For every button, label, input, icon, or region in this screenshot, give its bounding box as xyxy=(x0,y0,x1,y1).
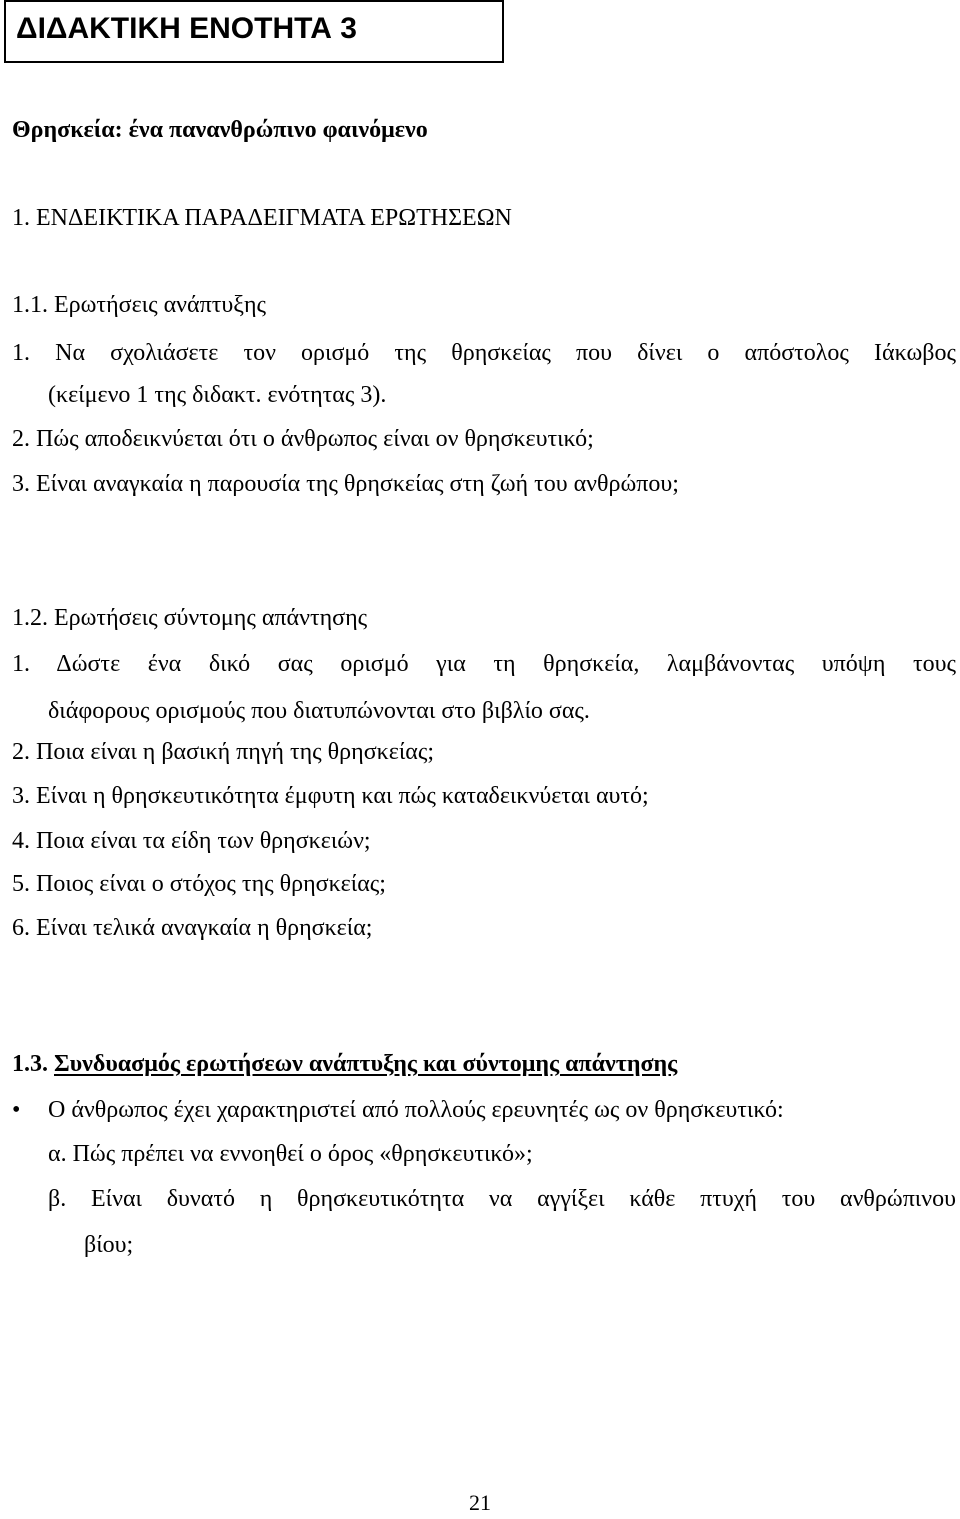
item-number: 4. xyxy=(12,828,30,854)
list-item xyxy=(48,1184,956,1214)
item-text: Ποια είναι η βασική πηγή της θρησκείας; xyxy=(36,739,435,765)
subsection-heading-12: 1.2. Ερωτήσεις σύντομης απάντησης xyxy=(12,605,368,631)
list-item xyxy=(12,469,679,499)
item-letter: α. xyxy=(48,1141,67,1167)
section-heading: 1. ΕΝΔΕΙΚΤΙΚΑ ΠΑΡΑΔΕΙΓΜΑΤΑ ΕΡΩΤΗΣΕΩΝ xyxy=(12,205,512,231)
item-text: Ποια είναι τα είδη των θρησκειών; xyxy=(36,828,371,854)
list-item xyxy=(12,826,371,856)
subsection-heading-11: 1.1. Ερωτήσεις ανάπτυξης xyxy=(12,292,267,318)
item-text: Είναι τελικά αναγκαία η θρησκεία; xyxy=(36,915,373,941)
item-number: 3. xyxy=(12,471,30,497)
list-item xyxy=(12,913,372,943)
item-text-continuation: διάφορους ορισμούς που διατυπώνονται στο βιβλίο σας. xyxy=(48,698,590,724)
item-letter: β. xyxy=(48,1186,67,1212)
item-text: Είναι η θρησκευτικότητα έμφυτη και πώς καταδεικνύεται αυτό; xyxy=(36,783,649,809)
item-number: 1. xyxy=(12,340,30,366)
item-text: Ποιος είναι ο στόχος της θρησκείας; xyxy=(36,871,386,897)
unit-title-box xyxy=(4,0,504,63)
item-number: 5. xyxy=(12,871,30,897)
page-subtitle: Θρησκεία: ένα πανανθρώπινο φαινόμενο xyxy=(12,117,428,143)
item-text: Είναι αναγκαία η παρουσία της θρησκείας στη ζωή του ανθρώπου; xyxy=(36,471,679,497)
list-item xyxy=(12,737,434,767)
item-text: Δώστε ένα δικό σας ορισμό για τη θρησκεία, λαμβάνοντας υπόψη τους xyxy=(56,651,956,677)
item-text-continuation: βίου; xyxy=(84,1232,134,1258)
item-text: Είναι δυνατό η θρησκευτικότητα να αγγίξει κάθε πτυχή του ανθρώπινου xyxy=(90,1186,956,1212)
item-text: Πώς αποδεικνύεται ότι ο άνθρωπος είναι ον θρησκευτικό; xyxy=(36,426,594,452)
list-item xyxy=(12,869,386,899)
item-number: 1. xyxy=(12,651,30,677)
subsection-heading-13 xyxy=(12,1049,677,1079)
page-number: 21 xyxy=(469,1490,491,1515)
unit-title: ΔΙΔΑΚΤΙΚΗ ΕΝΟΤΗΤΑ 3 xyxy=(16,12,357,45)
item-number: 6. xyxy=(12,915,30,941)
item-text: Πώς πρέπει να εννοηθεί ο όρος «θρησκευτικό»; xyxy=(72,1141,533,1167)
list-item xyxy=(12,338,956,368)
bullet-icon: • xyxy=(12,1097,21,1123)
item-number: 3. xyxy=(12,783,30,809)
list-item xyxy=(48,1139,533,1169)
item-number: 2. xyxy=(12,739,30,765)
item-text: Να σχολιάσετε τον ορισμό της θρησκείας που δίνει ο απόστολος Ιάκωβος xyxy=(55,340,957,366)
bullet-text: Ο άνθρωπος έχει χαρακτηριστεί από πολλούς ερευνητές ως ον θρησκευτικό: xyxy=(48,1097,784,1123)
item-text-continuation: (κείμενο 1 της διδακτ. ενότητας 3). xyxy=(48,382,387,408)
item-number: 2. xyxy=(12,426,30,452)
list-item xyxy=(12,424,594,454)
list-item xyxy=(12,781,649,811)
bullet-item xyxy=(12,1095,784,1125)
subsection-number: 1.3. xyxy=(12,1051,48,1077)
list-item xyxy=(12,649,956,679)
subsection-title: Συνδυασμός ερωτήσεων ανάπτυξης και σύντομης απάντησης xyxy=(54,1051,678,1077)
